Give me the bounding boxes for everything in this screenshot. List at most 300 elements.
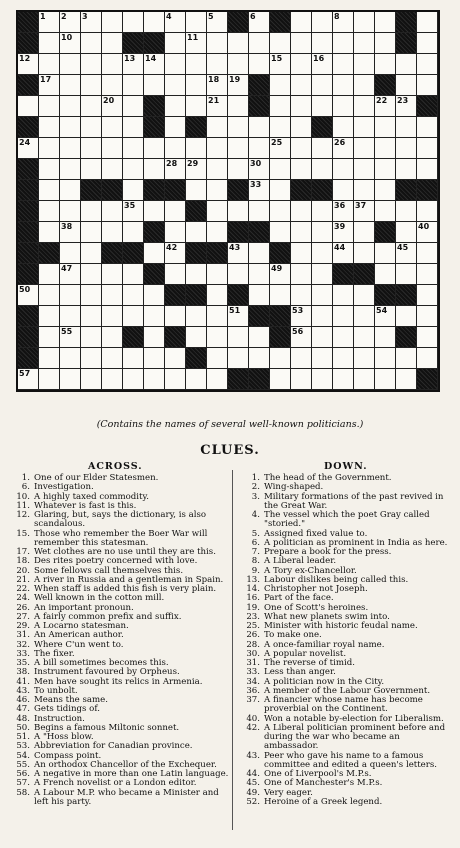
grid-cell[interactable] [144, 12, 165, 33]
grid-cell[interactable] [333, 180, 354, 201]
grid-cell[interactable] [165, 96, 186, 117]
grid-cell[interactable] [39, 201, 60, 222]
grid-cell[interactable] [144, 54, 165, 75]
grid-cell[interactable] [186, 54, 207, 75]
grid-cell[interactable] [417, 12, 438, 33]
grid-cell[interactable] [123, 222, 144, 243]
grid-cell[interactable] [312, 285, 333, 306]
grid-cell[interactable] [60, 96, 81, 117]
grid-cell[interactable] [312, 201, 333, 222]
grid-cell[interactable] [81, 285, 102, 306]
grid-cell[interactable] [39, 348, 60, 369]
grid-cell[interactable] [396, 138, 417, 159]
grid-cell[interactable] [375, 243, 396, 264]
grid-cell[interactable] [123, 12, 144, 33]
grid-cell[interactable] [270, 54, 291, 75]
grid-cell[interactable] [249, 264, 270, 285]
grid-cell[interactable] [165, 243, 186, 264]
grid-cell[interactable] [102, 348, 123, 369]
grid-cell[interactable] [396, 306, 417, 327]
grid-cell[interactable] [228, 138, 249, 159]
grid-cell[interactable] [333, 12, 354, 33]
grid-cell[interactable] [39, 12, 60, 33]
grid-cell[interactable] [354, 327, 375, 348]
grid-cell[interactable] [186, 138, 207, 159]
grid-cell[interactable] [123, 285, 144, 306]
clue-text: The fixer. [34, 648, 75, 659]
grid-cell[interactable] [228, 306, 249, 327]
grid-cell[interactable] [102, 75, 123, 96]
grid-cell[interactable] [144, 201, 165, 222]
grid-cell[interactable] [123, 348, 144, 369]
grid-cell[interactable] [291, 222, 312, 243]
grid-cell[interactable] [312, 327, 333, 348]
grid-cell[interactable] [207, 285, 228, 306]
grid-cell[interactable] [39, 54, 60, 75]
grid-cell[interactable] [144, 348, 165, 369]
grid-cell[interactable] [375, 96, 396, 117]
grid-cell[interactable] [312, 96, 333, 117]
grid-cell[interactable] [333, 159, 354, 180]
grid-cell[interactable] [249, 33, 270, 54]
grid-cell[interactable] [39, 222, 60, 243]
grid-cell[interactable] [207, 54, 228, 75]
grid-cell[interactable] [186, 306, 207, 327]
grid-cell[interactable] [228, 348, 249, 369]
grid-cell[interactable] [333, 306, 354, 327]
grid-cell[interactable] [123, 75, 144, 96]
grid-cell[interactable] [228, 264, 249, 285]
grid-cell[interactable] [81, 369, 102, 390]
grid-cell[interactable] [60, 180, 81, 201]
grid-cell[interactable] [354, 243, 375, 264]
grid-cell[interactable] [375, 369, 396, 390]
grid-cell[interactable] [249, 285, 270, 306]
grid-cell[interactable] [333, 327, 354, 348]
grid-cell[interactable] [207, 348, 228, 369]
grid-cell[interactable] [249, 54, 270, 75]
grid-cell[interactable] [333, 348, 354, 369]
grid-cell[interactable] [249, 117, 270, 138]
grid-cell[interactable] [333, 243, 354, 264]
grid-cell[interactable] [375, 117, 396, 138]
grid-cell[interactable] [228, 117, 249, 138]
grid-cell[interactable] [270, 201, 291, 222]
grid-cell[interactable] [291, 12, 312, 33]
grid-cell[interactable] [291, 201, 312, 222]
grid-cell[interactable] [123, 369, 144, 390]
grid-cell[interactable] [291, 264, 312, 285]
grid-cell[interactable] [417, 306, 438, 327]
grid-cell[interactable] [249, 201, 270, 222]
grid-cell[interactable] [123, 117, 144, 138]
grid-cell[interactable] [81, 54, 102, 75]
grid-cell[interactable] [249, 138, 270, 159]
grid-cell[interactable] [39, 327, 60, 348]
grid-cell[interactable] [312, 159, 333, 180]
grid-cell[interactable] [207, 306, 228, 327]
grid-cell[interactable] [312, 306, 333, 327]
grid-cell[interactable] [396, 222, 417, 243]
grid-cell[interactable] [102, 12, 123, 33]
grid-cell[interactable] [81, 159, 102, 180]
grid-cell[interactable] [186, 33, 207, 54]
grid-cell[interactable] [291, 54, 312, 75]
grid-cell[interactable] [354, 12, 375, 33]
grid-cell[interactable] [291, 348, 312, 369]
grid-cell[interactable] [270, 138, 291, 159]
grid-cell[interactable] [39, 285, 60, 306]
grid-cell[interactable] [60, 12, 81, 33]
grid-cell[interactable] [144, 159, 165, 180]
grid-cell[interactable] [417, 327, 438, 348]
grid-cell[interactable] [207, 96, 228, 117]
grid-cell[interactable] [270, 159, 291, 180]
grid-cell[interactable] [375, 306, 396, 327]
grid-cell[interactable] [417, 264, 438, 285]
grid-cell[interactable] [396, 243, 417, 264]
grid-cell[interactable] [165, 264, 186, 285]
grid-cell[interactable] [291, 369, 312, 390]
grid-cell[interactable] [81, 33, 102, 54]
grid-cell[interactable] [312, 264, 333, 285]
grid-cell[interactable] [249, 12, 270, 33]
grid-cell[interactable] [333, 75, 354, 96]
grid-cell[interactable] [60, 75, 81, 96]
grid-cell[interactable] [60, 243, 81, 264]
grid-cell[interactable] [207, 327, 228, 348]
grid-cell[interactable] [291, 138, 312, 159]
grid-cell[interactable] [207, 264, 228, 285]
grid-cell[interactable] [270, 222, 291, 243]
grid-cell[interactable] [249, 348, 270, 369]
grid-cell[interactable] [18, 96, 39, 117]
grid-cell[interactable] [375, 264, 396, 285]
grid-cell[interactable] [270, 348, 291, 369]
grid-cell[interactable] [375, 180, 396, 201]
grid-cell[interactable] [396, 369, 417, 390]
grid-cell[interactable] [228, 96, 249, 117]
grid-cell[interactable] [60, 54, 81, 75]
grid-cell[interactable] [396, 96, 417, 117]
grid-cell[interactable] [39, 369, 60, 390]
grid-cell[interactable] [39, 75, 60, 96]
grid-cell[interactable] [396, 75, 417, 96]
grid-cell[interactable] [39, 180, 60, 201]
grid-cell[interactable] [333, 54, 354, 75]
grid-cell[interactable] [60, 33, 81, 54]
grid-cell[interactable] [39, 159, 60, 180]
grid-cell[interactable] [39, 264, 60, 285]
grid-cell[interactable] [396, 117, 417, 138]
grid-cell[interactable] [270, 75, 291, 96]
grid-block [249, 96, 270, 117]
grid-cell[interactable] [102, 33, 123, 54]
grid-cell[interactable] [60, 369, 81, 390]
grid-cell[interactable] [102, 138, 123, 159]
grid-cell[interactable] [354, 222, 375, 243]
grid-cell[interactable] [375, 54, 396, 75]
grid-cell[interactable] [144, 138, 165, 159]
grid-cell[interactable] [123, 138, 144, 159]
grid-cell[interactable] [312, 243, 333, 264]
grid-cell[interactable] [375, 348, 396, 369]
grid-cell[interactable] [81, 348, 102, 369]
grid-cell[interactable] [102, 264, 123, 285]
grid-cell[interactable] [270, 285, 291, 306]
clue-number: 27. [16, 611, 30, 622]
grid-cell[interactable] [18, 138, 39, 159]
grid-cell[interactable] [207, 180, 228, 201]
grid-cell[interactable] [60, 264, 81, 285]
grid-cell[interactable] [144, 243, 165, 264]
grid-cell[interactable] [270, 96, 291, 117]
grid-cell[interactable] [228, 75, 249, 96]
grid-cell[interactable] [228, 327, 249, 348]
grid-cell[interactable] [291, 33, 312, 54]
grid-cell[interactable] [123, 264, 144, 285]
grid-cell[interactable] [207, 33, 228, 54]
grid-cell[interactable] [165, 306, 186, 327]
grid-cell[interactable] [18, 54, 39, 75]
grid-cell[interactable] [81, 327, 102, 348]
grid-cell[interactable] [165, 348, 186, 369]
grid-cell[interactable] [186, 180, 207, 201]
grid-cell[interactable] [81, 201, 102, 222]
grid-cell[interactable] [81, 117, 102, 138]
grid-cell[interactable] [144, 285, 165, 306]
grid-cell[interactable] [60, 117, 81, 138]
grid-cell[interactable] [312, 54, 333, 75]
grid-cell[interactable] [123, 306, 144, 327]
grid-cell[interactable] [333, 138, 354, 159]
grid-cell[interactable] [270, 180, 291, 201]
grid-cell[interactable] [375, 138, 396, 159]
grid-cell[interactable] [102, 285, 123, 306]
grid-cell[interactable] [249, 159, 270, 180]
grid-cell[interactable] [291, 243, 312, 264]
grid-cell[interactable] [354, 117, 375, 138]
grid-cell[interactable] [396, 54, 417, 75]
grid-cell[interactable] [81, 96, 102, 117]
grid-cell[interactable] [39, 138, 60, 159]
grid-cell[interactable] [81, 243, 102, 264]
grid-cell[interactable] [165, 117, 186, 138]
grid-cell[interactable] [354, 75, 375, 96]
grid-cell[interactable] [60, 222, 81, 243]
grid-cell[interactable] [207, 138, 228, 159]
grid-cell[interactable] [165, 138, 186, 159]
grid-cell[interactable] [417, 33, 438, 54]
grid-cell[interactable] [291, 285, 312, 306]
grid-cell[interactable] [249, 327, 270, 348]
grid-cell[interactable] [165, 33, 186, 54]
grid-cell[interactable] [144, 369, 165, 390]
grid-cell[interactable] [354, 180, 375, 201]
grid-cell[interactable] [207, 369, 228, 390]
grid-cell[interactable] [165, 222, 186, 243]
grid-block [186, 285, 207, 306]
grid-cell[interactable] [81, 306, 102, 327]
grid-cell[interactable] [312, 33, 333, 54]
grid-cell[interactable] [102, 201, 123, 222]
grid-cell[interactable] [396, 264, 417, 285]
grid-cell[interactable] [165, 369, 186, 390]
grid-cell[interactable] [39, 96, 60, 117]
grid-cell[interactable] [186, 327, 207, 348]
grid-cell[interactable] [144, 327, 165, 348]
grid-cell[interactable] [123, 201, 144, 222]
grid-cell[interactable] [354, 285, 375, 306]
grid-cell[interactable] [60, 138, 81, 159]
grid-cell[interactable] [312, 369, 333, 390]
grid-cell[interactable] [39, 306, 60, 327]
grid-cell[interactable] [60, 327, 81, 348]
grid-cell[interactable] [123, 180, 144, 201]
grid-cell[interactable] [60, 159, 81, 180]
grid-cell[interactable] [270, 369, 291, 390]
grid-cell[interactable] [291, 117, 312, 138]
grid-cell[interactable] [417, 285, 438, 306]
grid-cell[interactable] [417, 117, 438, 138]
grid-cell[interactable] [417, 201, 438, 222]
grid-cell[interactable] [165, 159, 186, 180]
grid-cell[interactable] [417, 75, 438, 96]
grid-cell[interactable] [354, 138, 375, 159]
grid-cell[interactable] [60, 285, 81, 306]
cell-number: 24 [19, 138, 31, 147]
grid-cell[interactable] [186, 96, 207, 117]
grid-cell[interactable] [207, 159, 228, 180]
grid-cell[interactable] [354, 54, 375, 75]
grid-cell[interactable] [144, 306, 165, 327]
grid-cell[interactable] [228, 159, 249, 180]
grid-cell[interactable] [270, 33, 291, 54]
grid-cell[interactable] [270, 264, 291, 285]
grid-cell[interactable] [333, 285, 354, 306]
grid-cell[interactable] [249, 243, 270, 264]
grid-cell[interactable] [207, 201, 228, 222]
grid-cell[interactable] [186, 12, 207, 33]
grid-cell[interactable] [270, 117, 291, 138]
grid-cell[interactable] [354, 159, 375, 180]
grid-cell[interactable] [291, 306, 312, 327]
grid-cell[interactable] [186, 222, 207, 243]
grid-cell[interactable] [18, 369, 39, 390]
grid-cell[interactable] [333, 222, 354, 243]
grid-cell[interactable] [123, 159, 144, 180]
grid-cell[interactable] [354, 33, 375, 54]
grid-cell[interactable] [417, 243, 438, 264]
grid-cell[interactable] [102, 306, 123, 327]
grid-cell[interactable] [186, 264, 207, 285]
grid-cell[interactable] [354, 369, 375, 390]
grid-cell[interactable] [312, 75, 333, 96]
grid-cell[interactable] [417, 159, 438, 180]
grid-cell[interactable] [165, 75, 186, 96]
grid-cell[interactable] [102, 117, 123, 138]
grid-cell[interactable] [102, 222, 123, 243]
grid-cell[interactable] [207, 75, 228, 96]
grid-cell[interactable] [18, 285, 39, 306]
grid-cell[interactable] [333, 96, 354, 117]
grid-cell[interactable] [417, 54, 438, 75]
grid-cell[interactable] [291, 159, 312, 180]
grid-cell[interactable] [186, 369, 207, 390]
grid-cell[interactable] [375, 12, 396, 33]
grid-cell[interactable] [375, 159, 396, 180]
grid-cell[interactable] [186, 75, 207, 96]
grid-cell[interactable] [165, 201, 186, 222]
grid-cell[interactable] [102, 327, 123, 348]
grid-cell[interactable] [354, 201, 375, 222]
grid-cell[interactable] [354, 348, 375, 369]
grid-cell[interactable] [312, 348, 333, 369]
grid-cell[interactable] [60, 201, 81, 222]
grid-cell[interactable] [102, 159, 123, 180]
grid-cell[interactable] [123, 96, 144, 117]
grid-cell[interactable] [207, 222, 228, 243]
grid-cell[interactable] [375, 201, 396, 222]
grid-cell[interactable] [81, 138, 102, 159]
grid-cell[interactable] [123, 54, 144, 75]
grid-cell[interactable] [207, 12, 228, 33]
grid-cell[interactable] [165, 54, 186, 75]
grid-cell[interactable] [39, 33, 60, 54]
grid-cell[interactable] [312, 222, 333, 243]
grid-cell[interactable] [60, 306, 81, 327]
grid-cell[interactable] [417, 222, 438, 243]
grid-cell[interactable] [291, 75, 312, 96]
grid-cell[interactable] [207, 117, 228, 138]
grid-cell[interactable] [396, 201, 417, 222]
grid-cell[interactable] [81, 222, 102, 243]
grid-cell[interactable] [333, 117, 354, 138]
grid-cell[interactable] [228, 243, 249, 264]
grid-cell[interactable] [375, 33, 396, 54]
grid-cell[interactable] [396, 348, 417, 369]
grid-cell[interactable] [291, 96, 312, 117]
grid-cell[interactable] [102, 369, 123, 390]
grid-cell[interactable] [144, 75, 165, 96]
grid-cell[interactable] [102, 54, 123, 75]
grid-cell[interactable] [312, 138, 333, 159]
grid-cell[interactable] [81, 75, 102, 96]
grid-cell[interactable] [333, 369, 354, 390]
grid-cell[interactable] [291, 327, 312, 348]
grid-cell[interactable] [39, 117, 60, 138]
grid-cell[interactable] [354, 96, 375, 117]
grid-cell[interactable] [165, 12, 186, 33]
grid-cell[interactable] [417, 138, 438, 159]
grid-cell[interactable] [228, 54, 249, 75]
grid-cell[interactable] [102, 96, 123, 117]
grid-cell[interactable] [396, 159, 417, 180]
grid-cell[interactable] [249, 180, 270, 201]
grid-cell[interactable] [186, 159, 207, 180]
grid-cell[interactable] [228, 201, 249, 222]
grid-cell[interactable] [354, 306, 375, 327]
grid-cell[interactable] [417, 348, 438, 369]
grid-cell[interactable] [60, 348, 81, 369]
grid-cell[interactable] [81, 264, 102, 285]
grid-cell[interactable] [333, 33, 354, 54]
grid-cell[interactable] [312, 12, 333, 33]
grid-cell[interactable] [333, 201, 354, 222]
grid-cell[interactable] [81, 12, 102, 33]
grid-cell[interactable] [228, 33, 249, 54]
grid-cell[interactable] [375, 327, 396, 348]
